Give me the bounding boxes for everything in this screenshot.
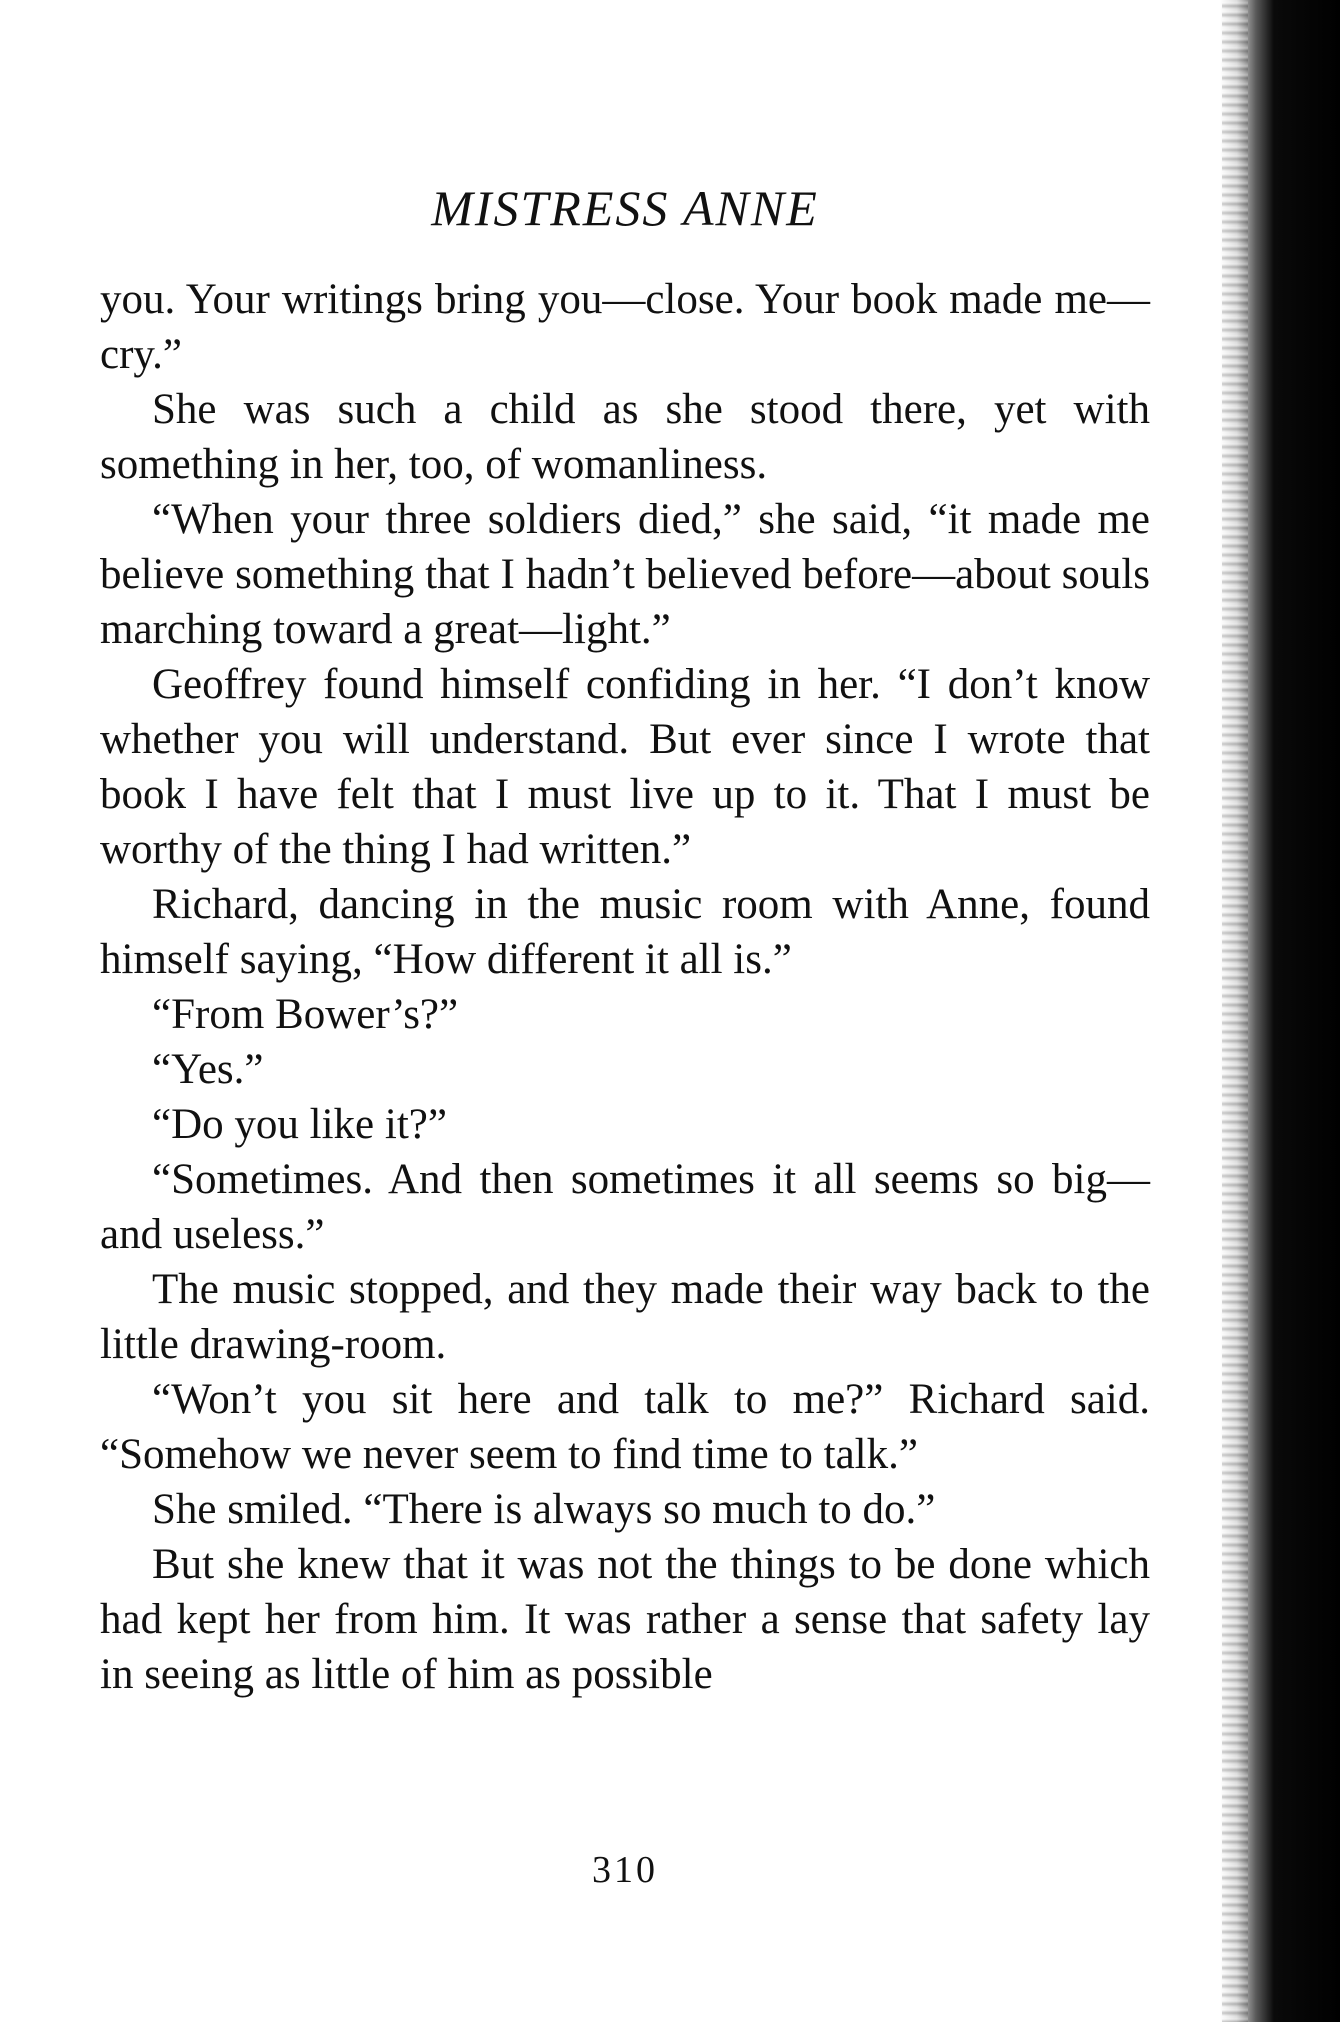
paragraph: She was such a child as she stood there, yet with something in her, too, of womanliness. xyxy=(100,386,1150,488)
body-text xyxy=(100,272,1150,1702)
paragraph: She smiled. “There is always so much to do.” xyxy=(152,1486,936,1533)
paragraph: “Yes.” xyxy=(152,1046,264,1093)
paragraph: The music stopped, and they made their way back to the little drawing-room. xyxy=(100,1266,1150,1368)
paragraph: “Won’t you sit here and talk to me?” Richard said. “Somehow we never seem to find time to talk.” xyxy=(100,1376,1150,1478)
running-head: MISTRESS ANNE xyxy=(431,180,819,236)
paragraph: “Sometimes. And then sometimes it all seems so big—and useless.” xyxy=(100,1156,1150,1258)
paragraph: Richard, dancing in the music room with Anne, found himself saying, “How different it all is.” xyxy=(100,881,1150,983)
paragraph: “Do you like it?” xyxy=(152,1101,447,1148)
binding-texture xyxy=(1222,0,1248,2022)
paragraph: But she knew that it was not the things to be done which had kept her from him. It was rather a sense that safety lay in seeing as little of him as possible xyxy=(100,1541,1150,1698)
paragraph: “When your three soldiers died,” she said, “it made me believe something that I hadn’t believed before—about souls marching toward a great—light.” xyxy=(100,496,1150,653)
paragraph: “From Bower’s?” xyxy=(152,991,459,1038)
paragraph: Geoffrey found himself confiding in her. “I don’t know whether you will understand. But ever since I wrote that book I have felt that I must live up to it. That I must be worthy of the thing I had written.” xyxy=(100,661,1150,873)
paragraph-continued: you. Your writings bring you—close. Your book made me—cry.” xyxy=(100,276,1150,378)
page-number: 310 xyxy=(592,1849,658,1891)
